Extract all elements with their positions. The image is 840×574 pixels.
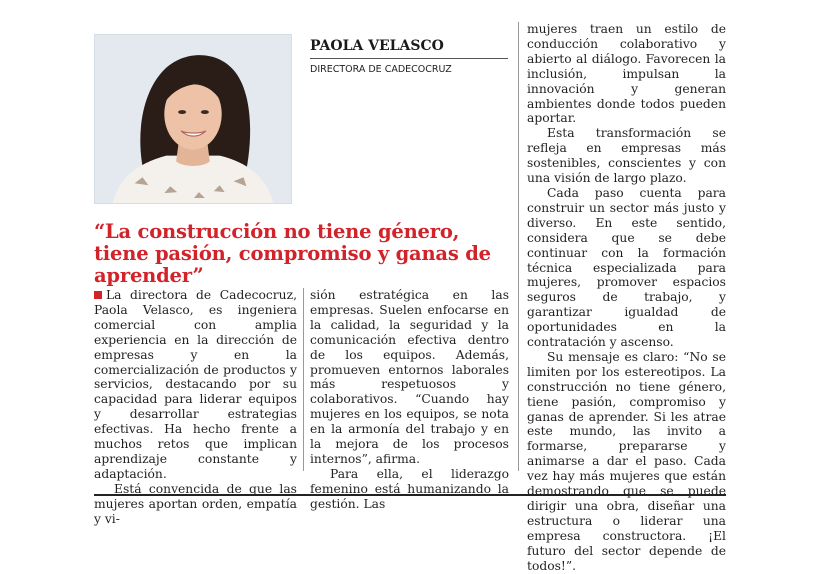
portrait-photo [94,34,292,204]
article-column-1 [94,288,297,526]
column-divider [303,288,304,471]
paragraph: mujeres traen un estilo de conducción colaborativo y abierto al diálogo. Favorecen la inclusión, impulsan la innovación y generan ambientes donde todos pueden aportar. [527,22,726,126]
name-divider [310,58,508,59]
person-name: PAOLA VELASCO [310,38,444,54]
paragraph [94,288,297,482]
article-column-3 [527,22,726,573]
paragraph: Esta transformación se refleja en empresas más sostenibles, conscientes y con una visión de largo plazo. [527,126,726,186]
paragraph: Su mensaje es claro: “No se limiten por los estereotipos. La construcción no tiene género, tiene pasión, compromiso y ganas de aprender. Si les atrae este mundo, las invito a formarse, prepararse y animarse a dar el paso. Cada vez hay más mujeres que están demostrando que se puede dirigir una obra, diseñar una estructura o liderar una empresa constructora. ¡El futuro del sector depende de todos!”. [527,349,726,573]
person-role: DIRECTORA DE CADECOCRUZ [310,64,452,75]
section-marker-icon [94,291,102,299]
paragraph: Está convencida de que las mujeres aportan orden, empatía y vi- [94,481,297,526]
paragraph: sión estratégica en las empresas. Suelen enfocarse en la calidad, la seguridad y la comunicación efectiva dentro de los equipos. Además, promueven entornos laborales más respetuosos y colaborativos. “Cuando hay mujeres en los equipos, se nota en la armonía del trabajo y en la mejora de los procesos internos”, afirma. [310,288,509,466]
portrait-photo-icon [95,35,291,203]
paragraph: Cada paso cuenta para construir un sector más justo y diverso. En este sentido, considera que se debe continuar con la formación técnica especializada para mujeres, promover espacios seguros de trabajo, y garantizar igualdad de oportunidades en la contratación y ascenso. [527,185,726,350]
headline-quote: “La construcción no tiene género, tiene pasión, compromiso y ganas de aprender” [94,220,491,287]
paragraph-text: La directora de Cadecocruz, Paola Velasco, es ingeniera comercial con amplia experiencia en la dirección de empresas y en la comercialización de productos y servicios, destacando por su capacidad para liderar equipos y desarrollar estrategias efectivas. Ha hecho frente a muchos retos que implican aprendizaje constante y adaptación. [94,288,297,481]
byline [310,38,508,76]
paragraph: Para ella, el liderazgo femenino está humanizando la gestión. Las [310,466,509,511]
page-bottom-rule [94,494,726,496]
article-column-2 [310,288,509,511]
column-divider [518,22,519,471]
